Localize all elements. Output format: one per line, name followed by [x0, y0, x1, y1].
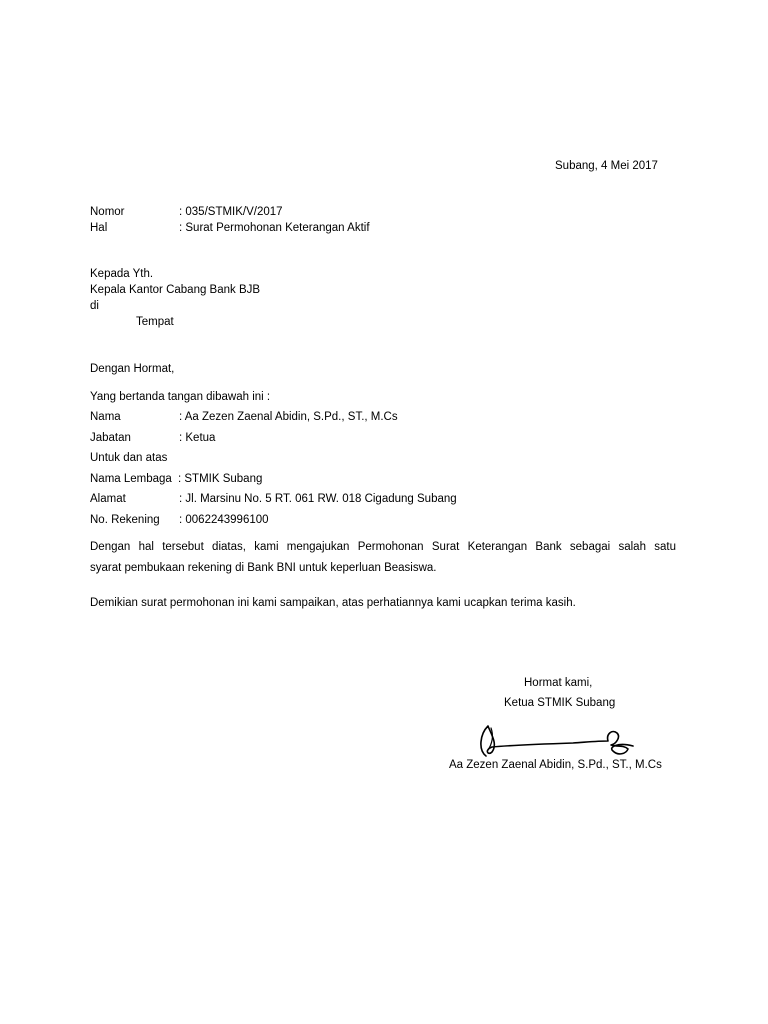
field-value-alamat: : Jl. Marsinu No. 5 RT. 061 RW. 018 Cigadung Subang [179, 493, 457, 505]
field-label-untuk: Untuk dan atas [90, 452, 168, 464]
nomor-value: : 035/STMIK/V/2017 [179, 206, 283, 218]
body-paragraph-line-2: syarat pembukaan rekening di Bank BNI untuk keperluan Beasiswa. [90, 562, 437, 574]
closing-paragraph: Demikian surat permohonan ini kami sampaikan, atas perhatiannya kami ucapkan terima kasih. [90, 597, 576, 609]
field-value-jabatan: : Ketua [179, 432, 216, 444]
field-label-alamat: Alamat [90, 493, 126, 505]
recipient-line-3: di [90, 300, 99, 312]
field-label-nama: Nama [90, 411, 121, 423]
signoff-greeting: Hormat kami, [524, 677, 593, 689]
signoff-name: Aa Zezen Zaenal Abidin, S.Pd., ST., M.Cs [449, 759, 662, 771]
field-label-lembaga: Nama Lembaga [90, 473, 172, 485]
handwritten-signature [458, 720, 638, 760]
field-label-rekening: No. Rekening [90, 514, 160, 526]
recipient-line-1: Kepada Yth. [90, 268, 154, 280]
recipient-line-4: Tempat [136, 316, 174, 328]
signoff-title: Ketua STMIK Subang [504, 697, 616, 709]
field-value-lembaga: : STMIK Subang [178, 473, 263, 485]
field-value-rekening: : 0062243996100 [179, 514, 269, 526]
salutation: Dengan Hormat, [90, 363, 175, 375]
hal-value: : Surat Permohonan Keterangan Aktif [179, 222, 370, 234]
field-value-nama: : Aa Zezen Zaenal Abidin, S.Pd., ST., M.Cs [179, 411, 398, 423]
field-label-jabatan: Jabatan [90, 432, 131, 444]
intro-line: Yang bertanda tangan dibawah ini : [90, 391, 271, 403]
recipient-line-2: Kepala Kantor Cabang Bank BJB [90, 284, 261, 296]
hal-label: Hal [90, 222, 108, 234]
letter-date: Subang, 4 Mei 2017 [555, 160, 658, 172]
body-paragraph-line-1: Dengan hal tersebut diatas, kami mengajukan Permohonan Surat Keterangan Bank sebagai salah satu [90, 541, 676, 553]
nomor-label: Nomor [90, 206, 125, 218]
